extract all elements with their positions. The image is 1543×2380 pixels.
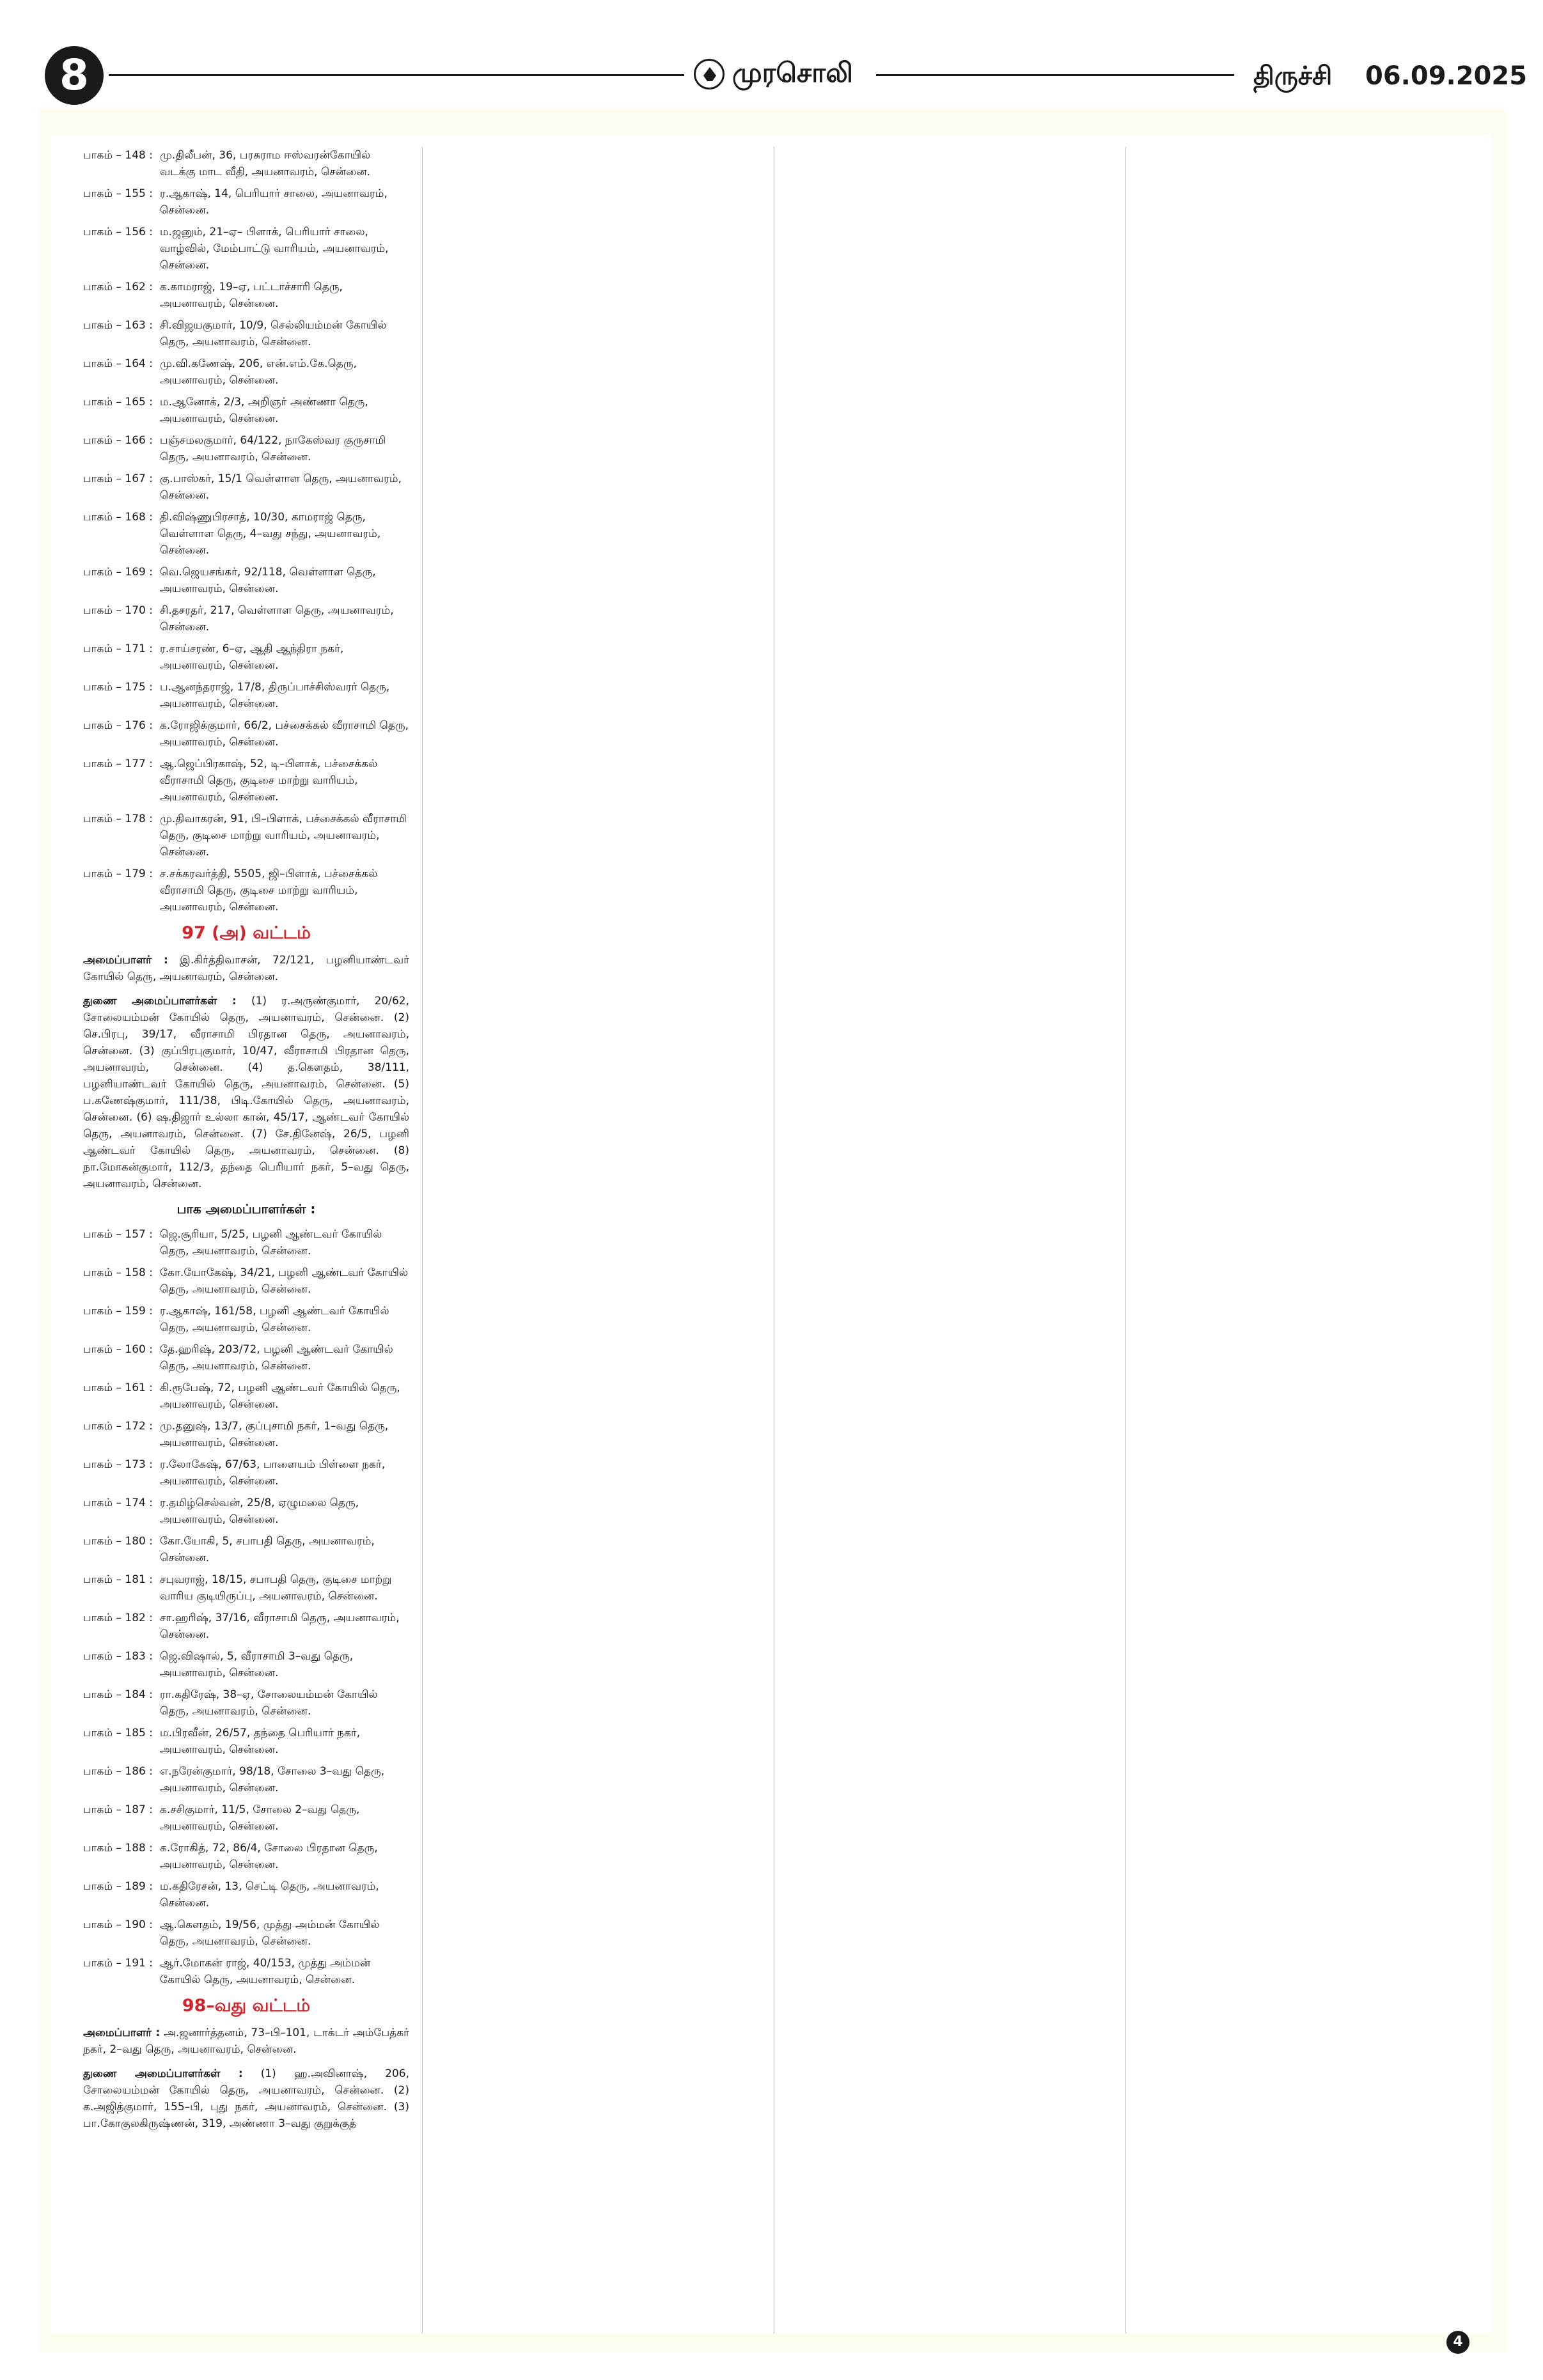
booth-organizer-details: ஜெ.விஷால், 5, வீராசாமி 3–வது தெரு, அயனாவரம், சென்னை. [160, 1650, 354, 1679]
booth-number: பாகம் – 176 : [83, 719, 153, 732]
list-item [83, 1264, 409, 1298]
booth-number: பாகம் – 182 : [83, 1612, 153, 1624]
booth-number: பாகம் – 165 : [83, 396, 153, 408]
ward-co-organizer-text: (1) ஹ.அவினாஷ், 206, சோலையம்மன் கோயில் தெரு, அயனாவரம், சென்னை. (2) க.அஜித்குமார், 155–பி, புது நகர், அயனாவரம், சென்னை. (3) பா.கோகுலகிருஷ்ணன், 319, அண்ணா 3–வது குறுக்குத் [83, 2067, 409, 2130]
booth-organizer-details: சி.விஜயகுமார், 10/9, செல்லியம்மன் கோயில் தெரு, அயனாவரம், சென்னை. [160, 319, 387, 348]
booth-number: பாகம் – 173 : [83, 1458, 153, 1471]
booth-organizer-details: ப.ஆனந்தராஜ், 17/8, திருப்பாச்சிஸ்வரர் தெரு, அயனாவரம், சென்னை. [160, 681, 390, 710]
newspaper-name: முரசொலி [732, 56, 853, 88]
booth-organizer-details: பஞ்சமலகுமார், 64/122, நாகேஸ்வர குருசாமி தெரு, அயனாவரம், சென்னை. [160, 434, 386, 463]
booth-organizer-list [83, 147, 409, 915]
page-header [0, 0, 1543, 109]
booth-number: பாகம் – 189 : [83, 1880, 153, 1893]
booth-organizers-subhead: பாக அமைப்பாளர்கள் : [176, 1201, 316, 1217]
booth-number: பாகம் – 170 : [83, 604, 153, 617]
list-item [83, 1648, 409, 1681]
booth-organizer-details: ம.ஜனும், 21–ஏ– பிளாக், பெரியார் சாலை, வாழ்வில், மேம்பாட்டு வாரியம், அயனாவரம், சென்னை. [160, 226, 389, 272]
list-item [83, 1341, 409, 1374]
list-item [83, 185, 409, 219]
page-corner-mark: 4 [1446, 2331, 1469, 2354]
booth-organizer-details: மு.தனுஷ், 13/7, குப்புசாமி நகர், 1–வது தெரு, அயனாவரம், சென்னை. [160, 1420, 389, 1449]
header-rule-left [109, 74, 684, 76]
booth-number: பாகம் – 177 : [83, 758, 153, 770]
column-separator [422, 147, 423, 2333]
booth-number: பாகம் – 164 : [83, 357, 153, 370]
list-item [83, 866, 409, 915]
booth-organizer-details: ஜெ.சூரியா, 5/25, பழனி ஆண்டவர் கோயில் தெரு, அயனாவரம், சென்னை. [160, 1228, 382, 1257]
list-item [83, 1801, 409, 1835]
booth-organizer-details: மு.திவாகரன், 91, பி–பிளாக், பச்சைக்கல் வீராசாமி தெரு, குடிசை மாற்று வாரியம், அயனாவரம், சென்னை. [160, 813, 407, 859]
list-item [83, 317, 409, 350]
booth-organizer-details: கோ.யோகி, 5, சபாபதி தெரு, அயனாவரம், சென்னை. [160, 1535, 375, 1564]
booth-number: பாகம் – 161 : [83, 1381, 153, 1394]
booth-number: பாகம் – 162 : [83, 281, 153, 293]
list-item [83, 756, 409, 805]
booth-organizer-details: ர.ஆகாஷ், 161/58, பழனி ஆண்டவர் கோயில் தெரு, அயனாவரம், சென்னை. [160, 1305, 389, 1334]
list-item [83, 1571, 409, 1605]
booth-organizer-details: தி.விஷ்ணுபிரசாத், 10/30, காமராஜ் தெரு, வெள்ளாள தெரு, 4–வது சந்து, அயனாவரம், சென்னை. [160, 511, 381, 557]
list-item [83, 1418, 409, 1451]
booth-number: பாகம் – 179 : [83, 867, 153, 880]
ward-organizer-paragraph [83, 2025, 409, 2058]
ward-organizer-label: அமைப்பாளர் : [83, 954, 168, 967]
booth-organizer-details: ர.லோகேஷ், 67/63, பாளையம் பிள்ளை நகர், அயனாவரம், சென்னை. [160, 1458, 386, 1488]
list-item [83, 1303, 409, 1336]
booth-number: பாகம் – 168 : [83, 511, 153, 524]
list-item [83, 1226, 409, 1259]
header-rule-right [876, 74, 1234, 76]
booth-number: பாகம் – 156 : [83, 226, 153, 238]
ward-co-organizer-label: துணை அமைப்பாளர்கள் : [83, 995, 237, 1007]
list-item [83, 432, 409, 465]
booth-number: பாகம் – 171 : [83, 642, 153, 655]
list-item [83, 679, 409, 712]
list-item [83, 279, 409, 312]
booth-organizer-details: கு.பாஸ்கர், 15/1 வெள்ளாள தெரு, அயனாவரம், சென்னை. [160, 472, 402, 502]
ward-organizer-text: இ.கிர்த்திவாசன், 72/121, பழனியாண்டவர் கோயில் தெரு, அயனாவரம், சென்னை. [83, 954, 409, 983]
rising-sun-logo-icon [694, 59, 725, 89]
booth-organizer-details: எ.நரேன்குமார், 98/18, சோலை 3–வது தெரு, அயனாவரம், சென்னை. [160, 1765, 385, 1794]
ward-co-organizer-label: துணை அமைப்பாளர்கள் : [83, 2067, 243, 2080]
list-item [83, 1878, 409, 1911]
booth-organizer-details: ஆ.ஜெப்பிரகாஷ், 52, டி–பிளாக், பச்சைக்கல் வீராசாமி தெரு, குடிசை மாற்று வாரியம், அயனாவரம், சென்னை. [160, 758, 378, 804]
booth-number: பாகம் – 172 : [83, 1420, 153, 1433]
booth-number: பாகம் – 159 : [83, 1305, 153, 1318]
page-number: 8 [45, 46, 104, 105]
booth-organizer-details: க.ரோகித், 72, 86/4, சோலை பிரதான தெரு, அயனாவரம், சென்னை. [160, 1842, 378, 1871]
booth-number: பாகம் – 191 : [83, 1957, 153, 1970]
list-item [83, 147, 409, 180]
list-item [83, 1456, 409, 1489]
booth-number: பாகம் – 184 : [83, 1688, 153, 1701]
list-item [83, 717, 409, 751]
booth-organizer-details: சி.தசரதர், 217, வெள்ளாள தெரு, அயனாவரம், சென்னை. [160, 604, 394, 634]
list-item [83, 1763, 409, 1796]
ward-organizer-paragraph [83, 952, 409, 985]
masthead [694, 55, 873, 93]
edition-name: திருச்சி [1253, 61, 1333, 91]
list-item [83, 1955, 409, 1988]
ward-co-organizer-paragraph [83, 2065, 409, 2132]
booth-organizer-details: ர.சாய்சரண், 6–ஏ, ஆதி ஆந்திரா நகர், அயனாவரம், சென்னை. [160, 642, 344, 672]
booth-number: பாகம் – 163 : [83, 319, 153, 332]
ward-heading: 98–வது வட்டம் [182, 1996, 311, 2016]
booth-organizer-details: க.சசிகுமார், 11/5, சோலை 2–வது தெரு, அயனாவரம், சென்னை. [160, 1803, 360, 1833]
issue-date: 06.09.2025 [1365, 61, 1528, 91]
list-item [83, 641, 409, 674]
list-item [83, 355, 409, 389]
booth-number: பாகம் – 148 : [83, 149, 153, 162]
booth-organizer-details: ர.தமிழ்செல்வன், 25/8, ஏழுமலை தெரு, அயனாவரம், சென்னை. [160, 1497, 359, 1526]
booth-organizer-list [83, 1226, 409, 1988]
list-item [83, 224, 409, 274]
column-separator [1125, 147, 1126, 2333]
booth-organizer-details: ச.சக்கரவர்த்தி, 5505, ஜி–பிளாக், பச்சைக்கல் வீராசாமி தெரு, குடிசை மாற்று வாரியம், அயனாவரம், சென்னை. [160, 867, 378, 914]
booth-organizer-details: ஆர்.மோகன் ராஜ், 40/153, முத்து அம்மன் கோயில் தெரு, அயனாவரம், சென்னை. [160, 1957, 371, 1986]
booth-organizer-details: சபுவராஜ், 18/15, சபாபதி தெரு, குடிசை மாற்று வாரிய குடியிருப்பு, அயனாவரம், சென்னை. [160, 1573, 392, 1603]
booth-organizer-details: கோ.யோகேஷ், 34/21, பழனி ஆண்டவர் கோயில் தெரு, அயனாவரம், சென்னை. [160, 1266, 409, 1296]
booth-organizer-details: ம.பிரவீன், 26/57, தந்தை பெரியார் நகர், அயனாவரம், சென்னை. [160, 1727, 361, 1756]
booth-number: பாகம் – 188 : [83, 1842, 153, 1855]
booth-number: பாகம் – 178 : [83, 813, 153, 825]
ward-co-organizer-text: (1) ர.அருண்குமார், 20/62, சோலையம்மன் கோயில் தெரு, அயனாவரம், சென்னை. (2) செ.பிரபு, 39/17, வீராசாமி பிரதான தெரு, அயனாவரம், சென்னை. (3) குப்பிரபுகுமார், 10/47, வீராசாமி பிரதான தெரு, அயனாவரம், சென்னை. (4) த.கௌதம், 38/111, பழனியாண்டவர் கோயில் தெரு, அயனாவரம், சென்னை. (5) ப.கணேஷ்குமார், 111/38, பிடி.கோயில் தெரு, அயனாவரம், சென்னை. (6) ஷ.திஜார் உல்லா கான், 45/17, ஆண்டவர் கோயில் தெரு, அயனாவரம், சென்னை. (7) சே.தினேஷ், 26/5, பழனி ஆண்டவர் கோயில் தெரு, அயனாவரம், சென்னை. (8) நா.மோகன்குமார், 112/3, தந்தை பெரியார் நகர், 5–வது தெரு, அயனாவரம், சென்னை. [83, 995, 409, 1190]
booth-number: பாகம் – 174 : [83, 1497, 153, 1509]
list-item [83, 1725, 409, 1758]
booth-number: பாகம் – 155 : [83, 187, 153, 200]
list-item [83, 564, 409, 597]
ward-organizer-text: அ.ஜனார்த்தனம், 73–பி–101, டாக்டர் அம்பேத்கர் நகர், 2–வது தெரு, அயனாவரம், சென்னை. [83, 2026, 409, 2056]
booth-organizer-details: வெ.ஜெயசங்கர், 92/118, வெள்ளாள தெரு, அயனாவரம், சென்னை. [160, 566, 376, 595]
booth-number: பாகம் – 190 : [83, 1918, 153, 1931]
list-item [83, 1686, 409, 1720]
booth-number: பாகம் – 183 : [83, 1650, 153, 1663]
booth-organizer-details: ஆ.கௌதம், 19/56, முத்து அம்மன் கோயில் தெரு, அயனாவரம், சென்னை. [160, 1918, 380, 1948]
list-item [83, 1840, 409, 1873]
booth-number: பாகம் – 187 : [83, 1803, 153, 1816]
booth-number: பாகம் – 181 : [83, 1573, 153, 1586]
booth-organizer-details: ரா.கதிரேஷ், 38–ஏ, சோலையம்மன் கோயில் தெரு, அயனாவரம், சென்னை. [160, 1688, 378, 1718]
booth-number: பாகம் – 160 : [83, 1343, 153, 1356]
ward-organizer-label: அமைப்பாளர் : [83, 2026, 161, 2039]
booth-organizer-details: தே.ஹரிஷ், 203/72, பழனி ஆண்டவர் கோயில் தெரு, அயனாவரம், சென்னை. [160, 1343, 393, 1373]
list-item [83, 602, 409, 635]
ward-heading: 97 (அ) வட்டம் [182, 923, 311, 943]
booth-organizer-details: ம.கதிரேசன், 13, செட்டி தெரு, அயனாவரம், சென்னை. [160, 1880, 379, 1909]
booth-organizer-details: க.ரோஜிக்குமார், 66/2, பச்சைக்கல் வீராசாமி தெரு, அயனாவரம், சென்னை. [160, 719, 409, 749]
booth-organizer-details: கி.ரூபேஷ், 72, பழனி ஆண்டவர் கோயில் தெரு, அயனாவரம், சென்னை. [160, 1381, 400, 1411]
booth-number: பாகம் – 169 : [83, 566, 153, 579]
list-item [83, 811, 409, 860]
booth-organizer-details: க.காமராஜ், 19–ஏ, பட்டாச்சாரி தெரு, அயனாவரம், சென்னை. [160, 281, 343, 310]
booth-number: பாகம் – 180 : [83, 1535, 153, 1548]
booth-number: பாகம் – 185 : [83, 1727, 153, 1739]
booth-number: பாகம் – 186 : [83, 1765, 153, 1778]
list-item [83, 394, 409, 427]
booth-organizer-details: ம.ஆனோக், 2/3, அறிஞர் அண்ணா தெரு, அயனாவரம், சென்னை. [160, 396, 368, 425]
booth-number: பாகம் – 167 : [83, 472, 153, 485]
list-item [83, 509, 409, 559]
booth-organizer-details: ர.ஆகாஷ், 14, பெரியார் சாலை, அயனாவரம், சென்னை. [160, 187, 388, 217]
list-item [83, 1380, 409, 1413]
list-item [83, 1533, 409, 1566]
column-1 [83, 147, 409, 2340]
list-item [83, 1610, 409, 1643]
ward-co-organizer-paragraph [83, 993, 409, 1192]
booth-number: பாகம் – 166 : [83, 434, 153, 447]
booth-organizer-details: சா.ஹரிஷ், 37/16, வீராசாமி தெரு, அயனாவரம், சென்னை. [160, 1612, 400, 1641]
booth-organizer-details: மு.வி.கணேஷ், 206, என்.எம்.கே.தெரு, அயனாவரம், சென்னை. [160, 357, 357, 387]
booth-number: பாகம் – 157 : [83, 1228, 153, 1241]
list-item [83, 1495, 409, 1528]
list-item [83, 471, 409, 504]
booth-number: பாகம் – 175 : [83, 681, 153, 694]
list-item [83, 1917, 409, 1950]
booth-organizer-details: மு.திலீபன், 36, பரசுராம ஈஸ்வரன்கோயில் வடக்கு மாட வீதி, அயனாவரம், சென்னை. [160, 149, 371, 178]
booth-number: பாகம் – 158 : [83, 1266, 153, 1279]
